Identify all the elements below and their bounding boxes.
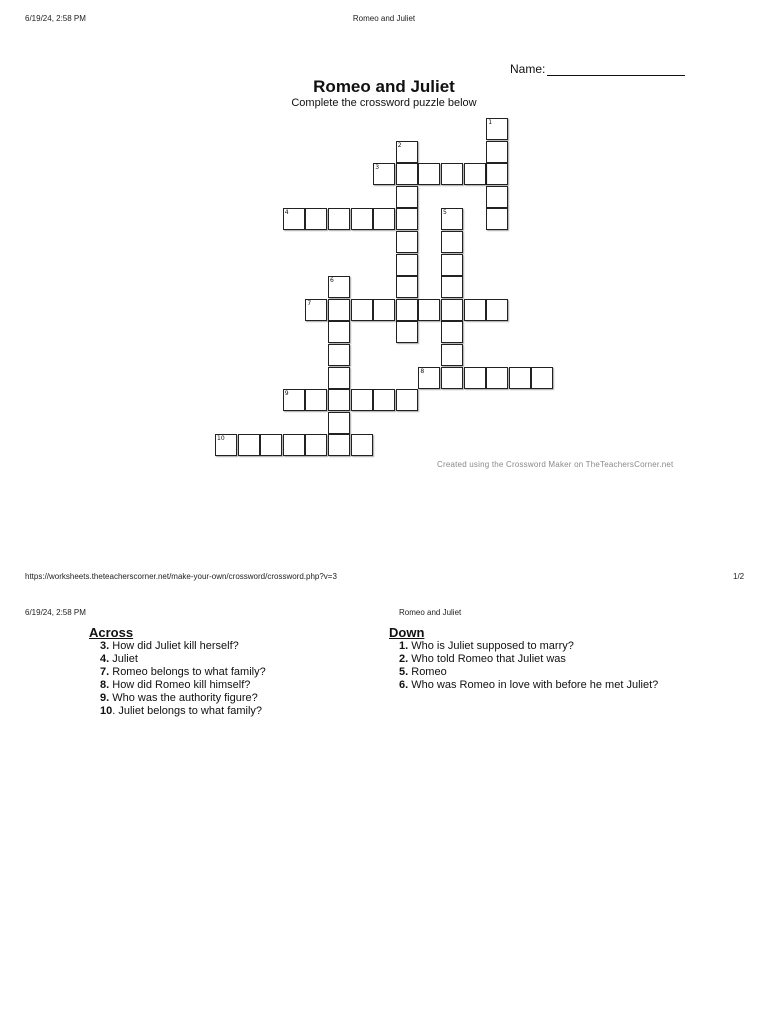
footer-url: https://worksheets.theteacherscorner.net/make-your-own/crossword/crossword.php?v=3 — [25, 572, 337, 581]
across-clue — [100, 692, 266, 705]
crossword-cell — [396, 186, 418, 208]
down-heading: Down — [389, 625, 425, 640]
clue-text: Juliet — [109, 653, 138, 665]
clue-text: How did Romeo kill himself? — [109, 679, 251, 691]
crossword-cell — [441, 367, 463, 389]
crossword-cell — [328, 321, 350, 343]
crossword-cell — [396, 389, 418, 411]
clue-text: Who was the authority figure? — [109, 692, 258, 704]
down-clue — [399, 653, 658, 666]
crossword-cell — [351, 389, 373, 411]
clue-number: 5. — [399, 666, 409, 678]
crossword-cell — [418, 367, 440, 389]
crossword-cell — [441, 163, 463, 185]
crossword-cell — [260, 434, 282, 456]
across-clue — [100, 653, 266, 666]
across-clue — [100, 705, 266, 718]
crossword-cell — [283, 434, 305, 456]
crossword-cell — [441, 208, 463, 230]
crossword-cell — [328, 434, 350, 456]
clue-number: 10 — [217, 435, 225, 443]
crossword-cell — [464, 299, 486, 321]
crossword-cell — [283, 389, 305, 411]
clue-number: 3 — [375, 164, 380, 172]
print-header-title: Romeo and Juliet — [352, 14, 416, 23]
crossword-cell — [351, 299, 373, 321]
crossword-cell — [328, 389, 350, 411]
crossword-cell — [486, 141, 508, 163]
crossword-cell — [464, 163, 486, 185]
crossword-cell — [238, 434, 260, 456]
clue-number: 9 — [284, 390, 289, 398]
clue-number: 2 — [397, 141, 402, 149]
crossword-cell — [486, 163, 508, 185]
crossword-cell — [305, 208, 327, 230]
clue-number: 10 — [100, 705, 113, 717]
page-title: Romeo and Juliet — [313, 77, 455, 96]
clue-number: 1 — [488, 119, 493, 126]
crossword-cell — [441, 344, 463, 366]
clue-text: Who told Romeo that Juliet was — [408, 653, 566, 665]
crossword-cell — [396, 254, 418, 276]
clue-number: 9. — [100, 692, 110, 704]
crossword-cell — [215, 434, 237, 456]
clue-number: 7. — [100, 666, 110, 678]
clue-text: Who is Juliet supposed to marry? — [408, 640, 574, 652]
crossword-cell — [396, 299, 418, 321]
print-date-page2: 6/19/24, 2:58 PM — [25, 608, 86, 617]
crossword-grid — [0, 0, 768, 480]
crossword-cell — [396, 321, 418, 343]
crossword-cell — [328, 367, 350, 389]
crossword-cell — [441, 321, 463, 343]
across-clue — [100, 640, 266, 653]
clue-number: 4 — [284, 209, 289, 217]
clue-number: 1. — [399, 640, 409, 652]
print-date: 6/19/24, 2:58 PM — [25, 14, 86, 23]
down-clues — [389, 625, 658, 692]
crossword-cell — [396, 141, 418, 163]
crossword-cell — [351, 208, 373, 230]
crossword-cell — [351, 434, 373, 456]
crossword-cell — [373, 299, 395, 321]
footer-page-number: 1/2 — [733, 572, 745, 581]
clue-number: 4. — [100, 653, 110, 665]
clue-number: 3. — [100, 640, 110, 652]
crossword-cell — [373, 389, 395, 411]
clue-text: Romeo belongs to what family? — [109, 666, 266, 678]
crossword-cell — [328, 412, 350, 434]
across-clues — [89, 625, 266, 718]
clue-number: 8. — [100, 679, 110, 691]
down-clue — [399, 679, 658, 692]
crossword-cell — [531, 367, 553, 389]
crossword-cell — [328, 344, 350, 366]
clue-number: 2. — [399, 653, 409, 665]
crossword-cell — [486, 118, 508, 140]
crossword-cell — [486, 367, 508, 389]
page-subtitle: Complete the crossword puzzle below — [291, 97, 477, 109]
crossword-cell — [464, 367, 486, 389]
crossword-cell — [328, 276, 350, 298]
crossword-cell — [441, 254, 463, 276]
clue-number: 7 — [307, 299, 312, 307]
clue-number: 5 — [443, 209, 447, 217]
crossword-cell — [396, 208, 418, 230]
crossword-cell — [486, 186, 508, 208]
clue-text: Who was Romeo in love with before he met Juliet? — [408, 679, 659, 691]
crossword-cell — [486, 208, 508, 230]
clue-number: 8 — [420, 367, 425, 375]
print-header-title-page2: Romeo and Juliet — [399, 608, 462, 617]
clue-text: . Juliet belongs to what family? — [112, 705, 263, 717]
crossword-cell — [283, 208, 305, 230]
crossword-cell — [441, 231, 463, 253]
across-clue — [100, 679, 266, 692]
crossword-credit: Created using the Crossword Maker on TheTeachersCorner.net — [437, 460, 674, 469]
crossword-cell — [305, 389, 327, 411]
crossword-cell — [328, 208, 350, 230]
crossword-cell — [373, 208, 395, 230]
crossword-cell — [305, 299, 327, 321]
crossword-cell — [396, 276, 418, 298]
crossword-cell — [441, 299, 463, 321]
crossword-cell — [396, 231, 418, 253]
clue-text: How did Juliet kill herself? — [109, 640, 239, 652]
crossword-cell — [305, 434, 327, 456]
crossword-cell — [418, 163, 440, 185]
crossword-cell — [441, 276, 463, 298]
crossword-cell — [396, 163, 418, 185]
clue-number: 6. — [399, 679, 409, 691]
crossword-cell — [328, 299, 350, 321]
clue-number: 6 — [330, 277, 334, 285]
across-clue — [100, 666, 266, 679]
clue-text: Romeo — [408, 666, 447, 678]
across-heading: Across — [89, 625, 134, 640]
down-clue — [399, 666, 658, 679]
name-label: Name: — [510, 62, 546, 76]
crossword-cell — [509, 367, 531, 389]
down-clue — [399, 640, 658, 653]
crossword-cell — [418, 299, 440, 321]
crossword-cell — [486, 299, 508, 321]
crossword-cell — [373, 163, 395, 185]
